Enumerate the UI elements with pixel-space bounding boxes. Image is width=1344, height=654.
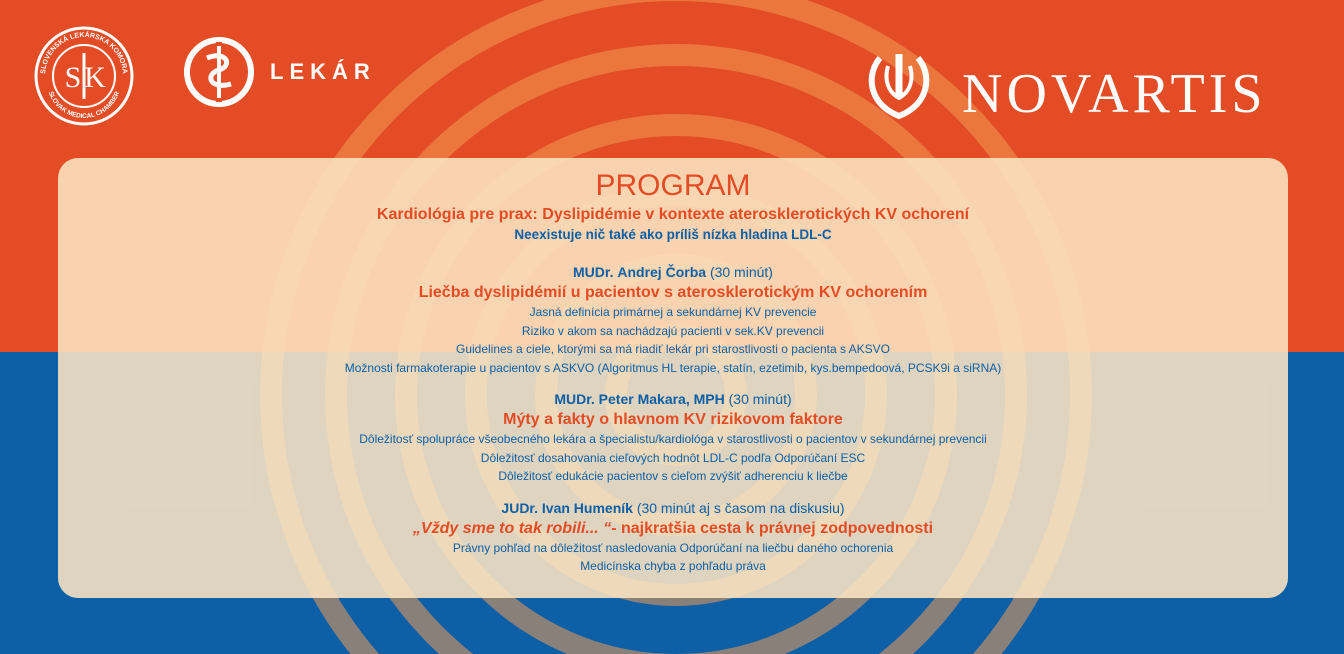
- session-topic: Mýty a fakty o hlavnom KV rizikovom faktore: [503, 411, 843, 428]
- speaker-line: [58, 389, 1288, 409]
- topic-rest: - najkratšia cesta k právnej zodpovednosti: [611, 519, 934, 537]
- session-item: Právny pohľad na dôležitosť nasledovania Odporúčaní na liečbu daného ochorenia: [452, 540, 894, 555]
- slovak-medical-chamber-logo: [33, 25, 135, 127]
- novartis-flame-icon: [866, 52, 932, 122]
- session-duration: (30 minút): [709, 264, 773, 280]
- speaker-line: [58, 498, 1288, 518]
- ska-ring-top-text: SLOVENSKÁ LEKÁRSKA KOMORA: [40, 31, 128, 75]
- novartis-wordmark: NOVARTIS: [962, 63, 1267, 125]
- svg-text:S: S: [64, 61, 82, 94]
- session-item: Guidelines a ciele, ktorými sa má riadiť lekár pri starostlivosti o pacienta s AKSVO: [455, 342, 890, 356]
- session-duration: (30 minút aj s časom na diskusiu): [636, 499, 845, 516]
- session-duration: (30 minút): [728, 391, 792, 407]
- speaker-title: MUDr.: [554, 391, 595, 407]
- ska-ring-bottom-text: SLOVAK MEDICAL CHAMBER: [46, 90, 122, 121]
- program-content: [58, 168, 1288, 576]
- speaker-name: Peter Makara: [598, 391, 686, 407]
- headline-rest: : Dyslipidémie v kontexte aterosklerotických KV ochorení: [532, 206, 970, 223]
- speaker-suffix: , MPH: [685, 391, 725, 407]
- program-headline: [58, 204, 1288, 225]
- session-item: Jasná definícia primárnej a sekundárnej KV prevencie: [529, 305, 817, 319]
- session-item: Riziko v akom sa nachádzajú pacienti v sek.KV prevencii: [521, 323, 825, 338]
- speaker-name: Ivan Humeník: [541, 499, 633, 516]
- speaker-name: Andrej Čorba: [617, 264, 707, 280]
- speaker-title: JUDr.: [501, 499, 538, 516]
- session-item: Dôležitosť spolupráce všeobecného lekára a špecialistu/kardiológa v starostlivosti o pacientov v sekundárnej prevencii: [359, 432, 987, 446]
- session-item: Dôležitosť dosahovania cieľových hodnôt LDL-C podľa Odporúčaní ESC: [480, 450, 866, 465]
- session-topic: [58, 518, 1288, 539]
- session-topic: Liečba dyslipidémií u pacientov s aterosklerotickým KV ochorením: [418, 284, 928, 301]
- speaker-line: [58, 262, 1288, 282]
- program-subtitle: Neexistuje nič také ako príliš nízka hladina LDL-C: [514, 227, 832, 242]
- svg-text:K: K: [84, 61, 106, 94]
- topic-quote: „Vždy sme to tak robili... “: [412, 519, 612, 537]
- headline-prefix: Kardiológia pre prax: [376, 206, 533, 223]
- lekar-logo-icon: [183, 36, 263, 108]
- session-item: Dôležitosť edukácie pacientov s cieľom zvýšiť adherenciu k liečbe: [498, 469, 848, 483]
- lekar-wordmark: LEKÁR: [270, 59, 376, 84]
- session-item: Medicínska chyba z pohľadu práva: [580, 559, 766, 573]
- session-item: Možnosti farmakoterapie u pacientov s ASKVO (Algoritmus HL terapie, statín, ezetimib, kys.bempedoová, PCSK9i a siRNA): [344, 360, 1002, 375]
- speaker-title: MUDr.: [573, 264, 614, 280]
- program-title: PROGRAM: [595, 169, 751, 202]
